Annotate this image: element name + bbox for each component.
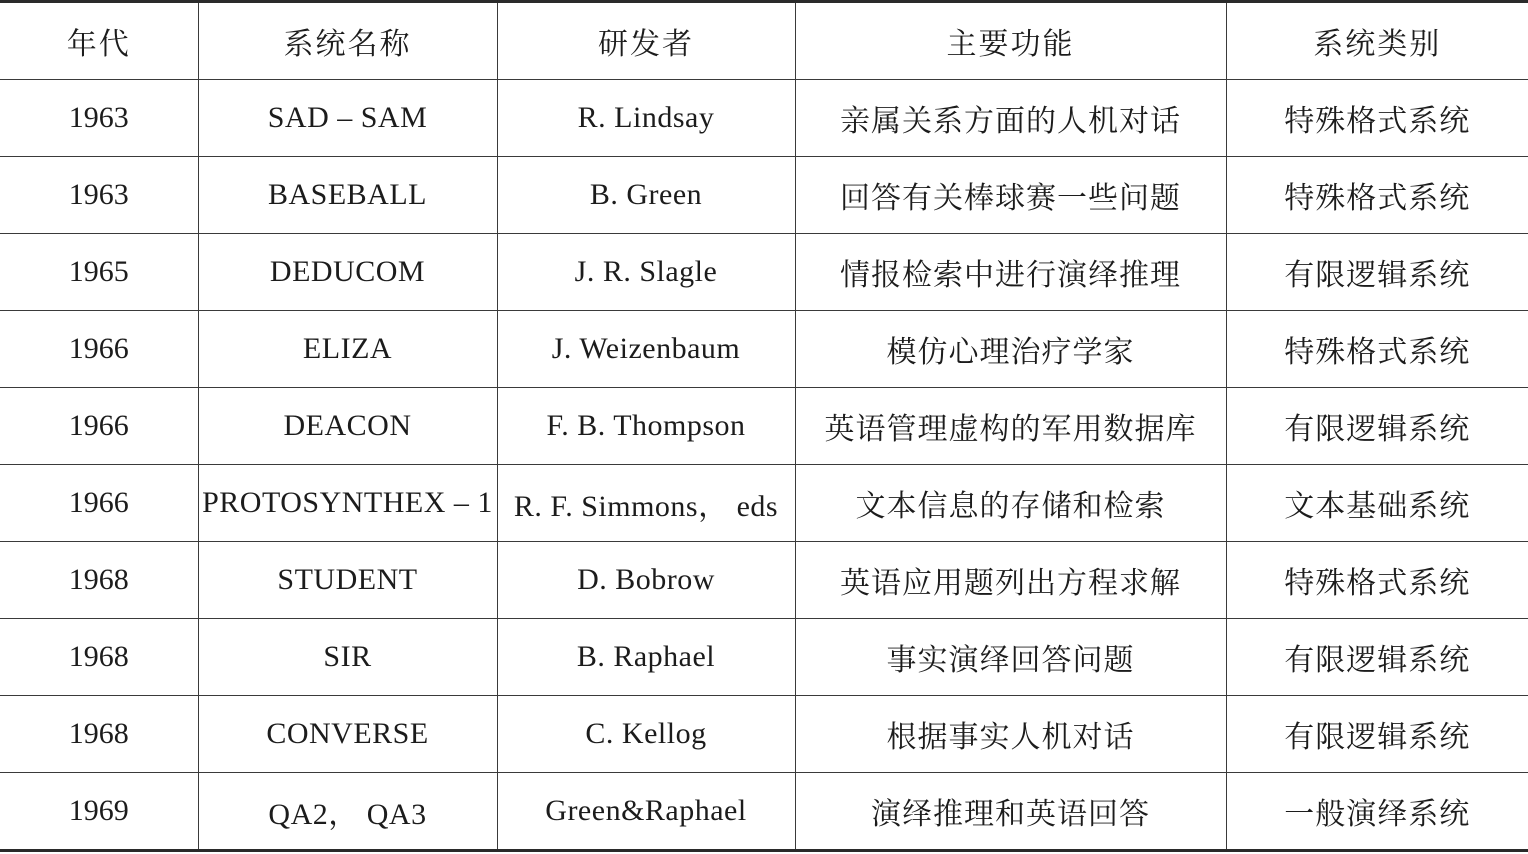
cell-developer: B. Green <box>497 157 795 234</box>
table-row <box>0 157 1528 234</box>
cell-system-category: 有限逻辑系统 <box>1226 234 1528 311</box>
cell-year: 1966 <box>0 388 198 465</box>
table-row <box>0 234 1528 311</box>
cell-year: 1968 <box>0 619 198 696</box>
cell-system-category: 特殊格式系统 <box>1226 311 1528 388</box>
header-year: 年代 <box>0 2 198 80</box>
header-system-category: 系统类别 <box>1226 2 1528 80</box>
cell-developer: R. Lindsay <box>497 80 795 157</box>
cell-year: 1968 <box>0 542 198 619</box>
cell-system-category: 特殊格式系统 <box>1226 542 1528 619</box>
cell-main-function: 演绎推理和英语回答 <box>795 773 1226 851</box>
cell-developer: F. B. Thompson <box>497 388 795 465</box>
table-row <box>0 311 1528 388</box>
cell-system-name: ELIZA <box>198 311 497 388</box>
cell-developer: Green&Raphael <box>497 773 795 851</box>
cell-year: 1963 <box>0 157 198 234</box>
header-developer: 研发者 <box>497 2 795 80</box>
cell-main-function: 根据事实人机对话 <box>795 696 1226 773</box>
cell-main-function: 文本信息的存储和检索 <box>795 465 1226 542</box>
cell-developer: C. Kellog <box>497 696 795 773</box>
cell-main-function: 英语应用题列出方程求解 <box>795 542 1226 619</box>
cell-system-name: QA2， QA3 <box>198 773 497 851</box>
cell-year: 1966 <box>0 465 198 542</box>
table-row <box>0 773 1528 851</box>
header-system-name: 系统名称 <box>198 2 497 80</box>
cell-developer: R. F. Simmons， eds <box>497 465 795 542</box>
cell-system-category: 有限逻辑系统 <box>1226 388 1528 465</box>
cell-developer: J. Weizenbaum <box>497 311 795 388</box>
cell-system-name: SIR <box>198 619 497 696</box>
cell-system-category: 文本基础系统 <box>1226 465 1528 542</box>
header-row <box>0 2 1528 80</box>
table-row <box>0 542 1528 619</box>
cell-main-function: 模仿心理治疗学家 <box>795 311 1226 388</box>
cell-developer: B. Raphael <box>497 619 795 696</box>
cell-main-function: 事实演绎回答问题 <box>795 619 1226 696</box>
cell-developer: D. Bobrow <box>497 542 795 619</box>
cell-system-name: BASEBALL <box>198 157 497 234</box>
table-row <box>0 696 1528 773</box>
table-row <box>0 80 1528 157</box>
cell-developer: J. R. Slagle <box>497 234 795 311</box>
cell-system-category: 一般演绎系统 <box>1226 773 1528 851</box>
cell-system-name: CONVERSE <box>198 696 497 773</box>
cell-main-function: 回答有关棒球赛一些问题 <box>795 157 1226 234</box>
cell-system-category: 有限逻辑系统 <box>1226 619 1528 696</box>
cell-system-name: STUDENT <box>198 542 497 619</box>
cell-main-function: 亲属关系方面的人机对话 <box>795 80 1226 157</box>
cell-system-name: SAD – SAM <box>198 80 497 157</box>
cell-system-name: DEACON <box>198 388 497 465</box>
cell-year: 1969 <box>0 773 198 851</box>
cell-year: 1966 <box>0 311 198 388</box>
cell-system-name: PROTOSYNTHEX – 1 <box>198 465 497 542</box>
cell-system-category: 特殊格式系统 <box>1226 157 1528 234</box>
cell-main-function: 情报检索中进行演绎推理 <box>795 234 1226 311</box>
table-row <box>0 619 1528 696</box>
cell-year: 1965 <box>0 234 198 311</box>
cell-year: 1968 <box>0 696 198 773</box>
table-row <box>0 465 1528 542</box>
cell-year: 1963 <box>0 80 198 157</box>
cell-system-category: 有限逻辑系统 <box>1226 696 1528 773</box>
table-row <box>0 388 1528 465</box>
cell-system-category: 特殊格式系统 <box>1226 80 1528 157</box>
header-main-function: 主要功能 <box>795 2 1226 80</box>
cell-system-name: DEDUCOM <box>198 234 497 311</box>
cell-main-function: 英语管理虚构的军用数据库 <box>795 388 1226 465</box>
